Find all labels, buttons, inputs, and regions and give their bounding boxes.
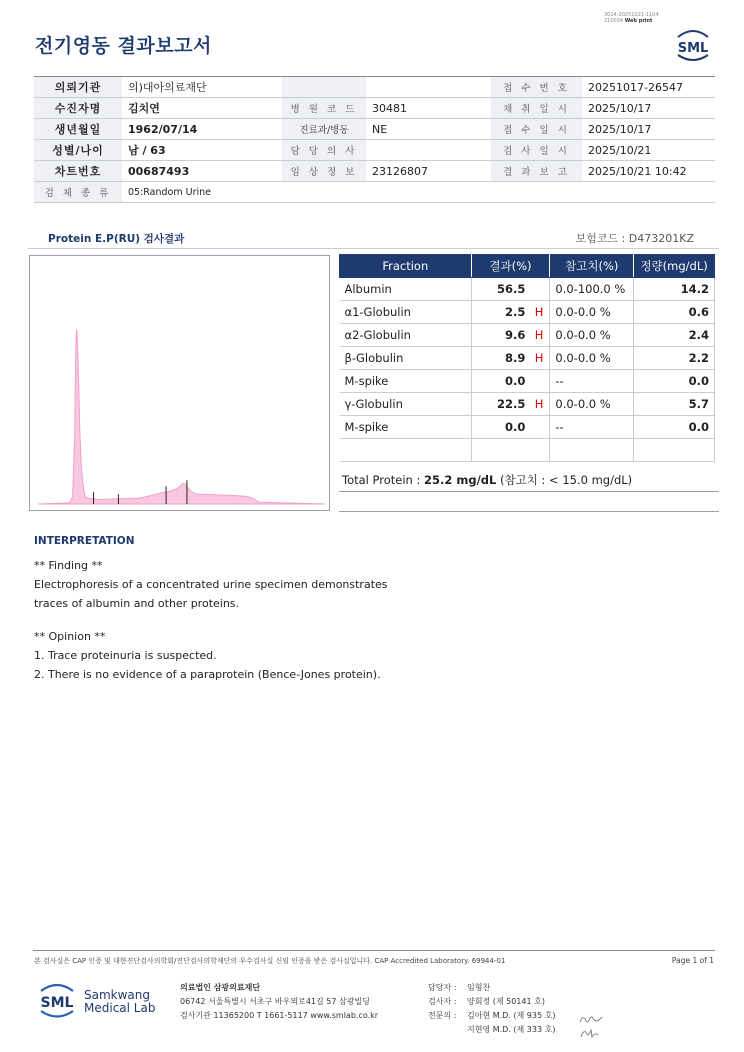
info-value: 의)대아의료재단 [122,77,282,98]
signature-icon [578,1012,604,1026]
info-row [34,161,715,182]
info-value: 2025/10/17 [582,119,715,140]
staff-row [428,1023,555,1037]
info-label: 검 체 종 류 [34,182,122,203]
divider [339,511,719,512]
quantity-value: 14.2 [634,278,715,301]
info-value [366,140,491,161]
signature-icon [578,1026,604,1040]
fraction-name: M-spike [340,370,472,393]
info-label: 병 원 코 드 [282,98,366,119]
report-meta-line2 [604,18,659,24]
sml-footer-logo-text: SML [40,995,74,1011]
staff-row [428,995,555,1009]
result-row [340,393,715,416]
reference-range: 0.0-0.0 % [550,324,634,347]
staff-info [428,981,555,1037]
finding-heading: ** Finding ** [34,559,103,572]
fraction-name [340,439,472,462]
result-value: 0.0 [505,420,526,434]
opinion-heading: ** Opinion ** [34,630,106,643]
info-row [34,119,715,140]
sml-logo-text: SML [677,41,709,56]
info-label: 임 상 정 보 [282,161,366,182]
electrophoresis-graph [29,255,330,511]
high-flag: H [534,305,544,319]
report-meta-line1: 3014-20251021-1104 [604,12,659,18]
info-label: 접 수 번 호 [491,77,582,98]
web-print-tag: Web print [624,18,653,24]
fraction-name: α1-Globulin [340,301,472,324]
info-value: 30481 [366,98,491,119]
result-row [340,301,715,324]
info-row [34,98,715,119]
col-header-reference: 참고치(%) [550,255,634,278]
fraction-name: M-spike [340,416,472,439]
org-name: 의료법인 삼광의료재단 [180,983,261,992]
info-label: 채 취 일 시 [491,98,582,119]
fraction-name: β-Globulin [340,347,472,370]
info-value: 2025/10/17 [582,98,715,119]
info-row [34,77,715,98]
result-percent [471,416,550,439]
results-table [339,254,715,462]
result-value: 9.6 [505,328,526,342]
info-label: 결 과 보 고 [491,161,582,182]
accreditation-note: 본 검사실은 CAP 인증 및 대한진단검사의학회/진단검사의학재단의 우수검사실 신임 인증을 받은 검사실입니다. CAP Accredited Laboratory. 69944-01 [34,957,506,965]
high-flag: H [534,328,544,342]
col-header-fraction: Fraction [340,255,472,278]
result-value: 8.9 [505,351,526,365]
organization-info [180,981,378,1023]
org-contact: 검사기관 11365200 T 1661-5117 www.smlab.co.kr [180,1011,379,1020]
staff-row [428,1009,555,1023]
info-label [282,77,366,98]
section-title: Protein E.P(RU) 검사결과 [48,233,185,245]
col-header-result: 결과(%) [471,255,550,278]
reference-range: 0.0-0.0 % [550,301,634,324]
result-value: 2.5 [505,305,526,319]
fraction-name: γ-Globulin [340,393,472,416]
info-value: 남 / 63 [122,140,282,161]
info-value: 2025/10/21 [582,140,715,161]
high-flag: H [534,351,544,365]
opinion-line: 2. There is no evidence of a paraprotein (Bence-Jones protein). [34,668,381,681]
info-label: 접 수 일 시 [491,119,582,140]
finding-line: Electrophoresis of a concentrated urine specimen demonstrates [34,578,388,591]
reference-range: 0.0-0.0 % [550,347,634,370]
result-percent [471,439,550,462]
staff-name: 지현영 M.D. (제 333 호) [467,1025,556,1034]
reference-range: -- [550,416,634,439]
total-protein-label: Total Protein : [342,473,425,487]
reference-range: -- [550,370,634,393]
results-body [340,278,715,462]
info-label: 차트번호 [34,161,122,182]
quantity-value: 2.4 [634,324,715,347]
result-value: 22.5 [497,397,526,411]
total-protein [339,472,719,492]
staff-role: 검사자 : [428,997,457,1006]
info-label: 의뢰기관 [34,77,122,98]
col-header-quantity: 정량(mg/dL) [634,255,715,278]
footer-brand [84,989,155,1015]
result-row [340,347,715,370]
footer-divider [33,950,715,951]
divider [28,248,719,249]
info-label: 수진자명 [34,98,122,119]
info-label: 검 사 일 시 [491,140,582,161]
staff-role: 전문의 : [428,1011,457,1020]
curve-area [38,329,325,504]
reference-range: 0.0-100.0 % [550,278,634,301]
info-label: 생년월일 [34,119,122,140]
info-value: 23126807 [366,161,491,182]
info-label: 성별/나이 [34,140,122,161]
specimen-value: 05:Random Urine [122,182,715,203]
report-meta-id: 210034 [604,18,624,24]
patient-info-table [34,76,715,203]
fraction-name: Albumin [340,278,472,301]
result-percent [471,301,550,324]
staff-name: 양회정 (제 50141 호) [467,997,545,1006]
quantity-value: 2.2 [634,347,715,370]
info-label: 담 당 의 사 [282,140,366,161]
result-row [340,278,715,301]
result-row [340,416,715,439]
electrophoresis-curve [30,256,329,510]
result-percent [471,370,550,393]
finding-line: traces of albumin and other proteins. [34,597,240,610]
page-number: Page 1 of 1 [671,956,714,965]
sml-footer-logo-icon [36,980,78,1020]
result-percent [471,324,550,347]
sml-logo-icon [672,27,714,63]
result-percent [471,347,550,370]
org-address: 06742 서울특별시 서초구 바우뫼로41길 57 삼광빌딩 [180,997,370,1006]
staff-role: 담당자 : [428,983,457,992]
page-title: 전기영동 결과보고서 [35,35,212,57]
quantity-value: 0.6 [634,301,715,324]
info-row [34,182,715,203]
info-label: 진료과/병동 [282,119,366,140]
info-value: 1962/07/14 [122,119,282,140]
brand-line: Samkwang [84,988,150,1002]
quantity-value: 0.0 [634,416,715,439]
staff-name: 임형찬 [467,983,491,992]
fraction-name: α2-Globulin [340,324,472,347]
interpretation-title: INTERPRETATION [34,535,135,547]
info-value: NE [366,119,491,140]
insurance-code: 보험코드 : D473201KZ [575,232,694,245]
result-percent [471,393,550,416]
report-meta [604,12,659,24]
reference-range: 0.0-0.0 % [550,393,634,416]
result-row [340,439,715,462]
results-header-row [340,255,715,278]
info-value [366,77,491,98]
info-value: 2025/10/21 10:42 [582,161,715,182]
staff-name: 김아현 M.D. (제 935 호) [467,1011,556,1020]
opinion-line: 1. Trace proteinuria is suspected. [34,649,217,662]
quantity-value: 5.7 [634,393,715,416]
result-row [340,370,715,393]
quantity-value: 0.0 [634,370,715,393]
staff-row [428,981,555,995]
info-value: 김치연 [122,98,282,119]
result-percent [471,278,550,301]
total-protein-value: 25.2 mg/dL [424,473,497,487]
interpretation-text [34,556,388,684]
quantity-value [634,439,715,462]
total-protein-ref: (참고치 : < 15.0 mg/dL) [496,473,633,487]
result-row [340,324,715,347]
info-value: 00687493 [122,161,282,182]
info-row [34,140,715,161]
info-value: 20251017-26547 [582,77,715,98]
reference-range [550,439,634,462]
result-value: 0.0 [505,374,526,388]
brand-line: Medical Lab [84,1001,156,1015]
result-value: 56.5 [497,282,526,296]
high-flag: H [534,397,544,411]
